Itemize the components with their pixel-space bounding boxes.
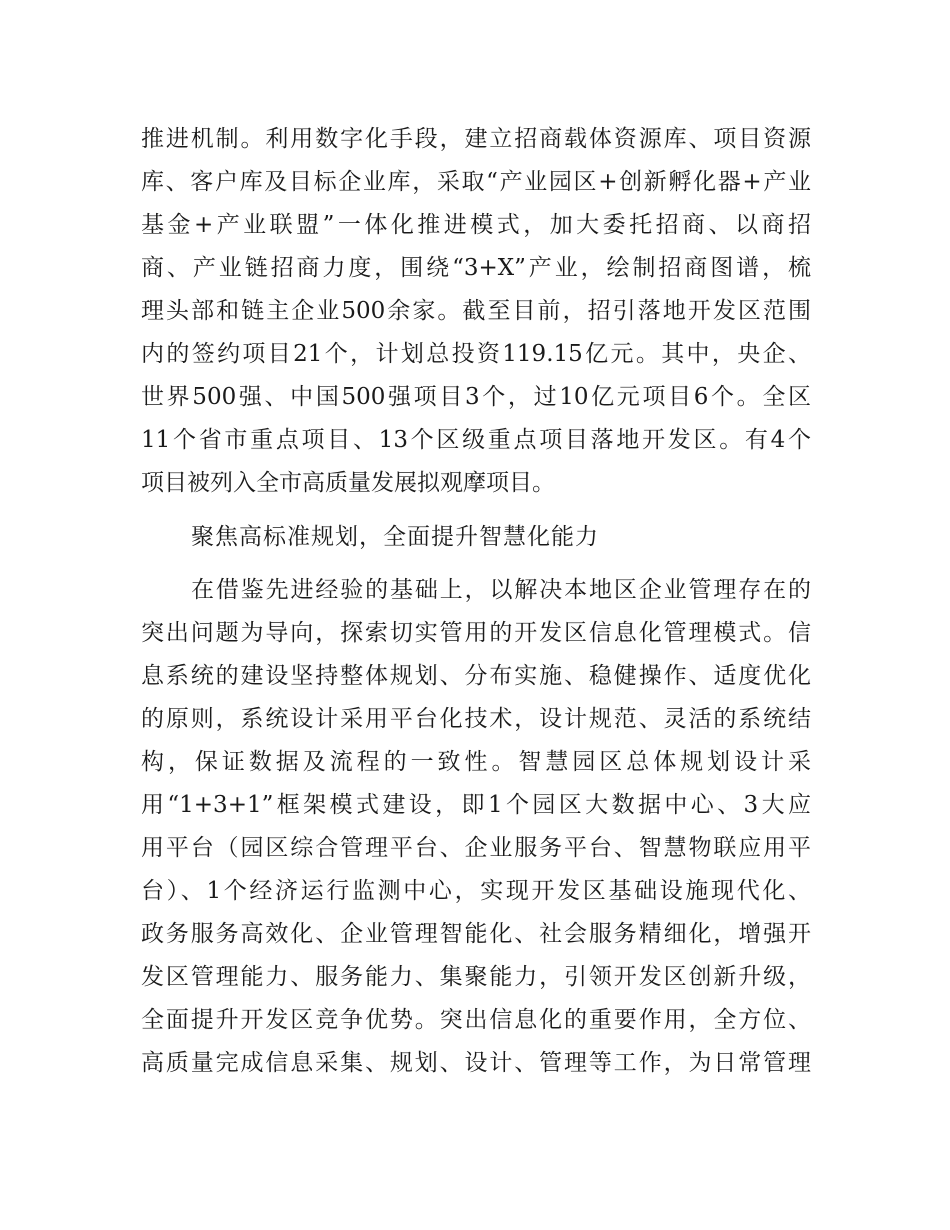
paragraph-2-line: 高质量完成信息采集、规划、设计、管理等工作，为日常管理	[141, 1050, 811, 1076]
paragraph-1-line: 内的签约项目21个，计划总投资119.15亿元。其中，央企、	[141, 341, 811, 367]
paragraph-1-line: 库、客户库及目标企业库，采取“产业园区+创新孵化器+产业	[141, 169, 811, 195]
paragraph-2-line: 在借鉴先进经验的基础上，以解决本地区企业管理存在的	[191, 577, 811, 603]
paragraph-1-line: 推进机制。利用数字化手段，建立招商载体资源库、项目资源	[141, 126, 811, 152]
paragraph-2-line: 台）、1个经济运行监测中心，实现开发区基础设施现代化、	[141, 878, 811, 904]
paragraph-1-line: 商、产业链招商力度，围绕“3+X”产业，绘制招商图谱，梳	[141, 255, 811, 281]
paragraph-2-line: 突出问题为导向，探索切实管用的开发区信息化管理模式。信	[141, 620, 811, 646]
paragraph-2-line: 息系统的建设坚持整体规划、分布实施、稳健操作、适度优化	[141, 663, 811, 689]
paragraph-1-line: 世界500强、中国500强项目3个，过10亿元项目6个。全区	[141, 384, 811, 410]
paragraph-2-line: 政务服务高效化、企业管理智能化、社会服务精细化，增强开	[141, 921, 811, 947]
paragraph-1-line: 项目被列入全市高质量发展拟观摩项目。	[141, 470, 555, 496]
paragraph-2-line: 全面提升开发区竞争优势。突出信息化的重要作用，全方位、	[141, 1007, 811, 1033]
paragraph-1-line: 基金+产业联盟”一体化推进模式，加大委托招商、以商招	[141, 212, 811, 238]
paragraph-2-line: 用平台（园区综合管理平台、企业服务平台、智慧物联应用平	[141, 835, 811, 861]
paragraph-2-line: 的原则，系统设计采用平台化技术，设计规范、灵活的系统结	[141, 706, 811, 732]
paragraph-1-line: 11个省市重点项目、13个区级重点项目落地开发区。有4个	[141, 427, 811, 453]
paragraph-1-line: 理头部和链主企业500余家。截至目前，招引落地开发区范围	[141, 298, 811, 324]
paragraph-2-line: 发区管理能力、服务能力、集聚能力，引领开发区创新升级，	[141, 964, 811, 990]
paragraph-2-line: 用“1+3+1”框架模式建设，即1个园区大数据中心、3大应	[141, 792, 811, 818]
paragraph-2-line: 构，保证数据及流程的一致性。智慧园区总体规划设计采	[141, 749, 811, 775]
section-heading: 聚焦高标准规划，全面提升智慧化能力	[191, 524, 599, 550]
